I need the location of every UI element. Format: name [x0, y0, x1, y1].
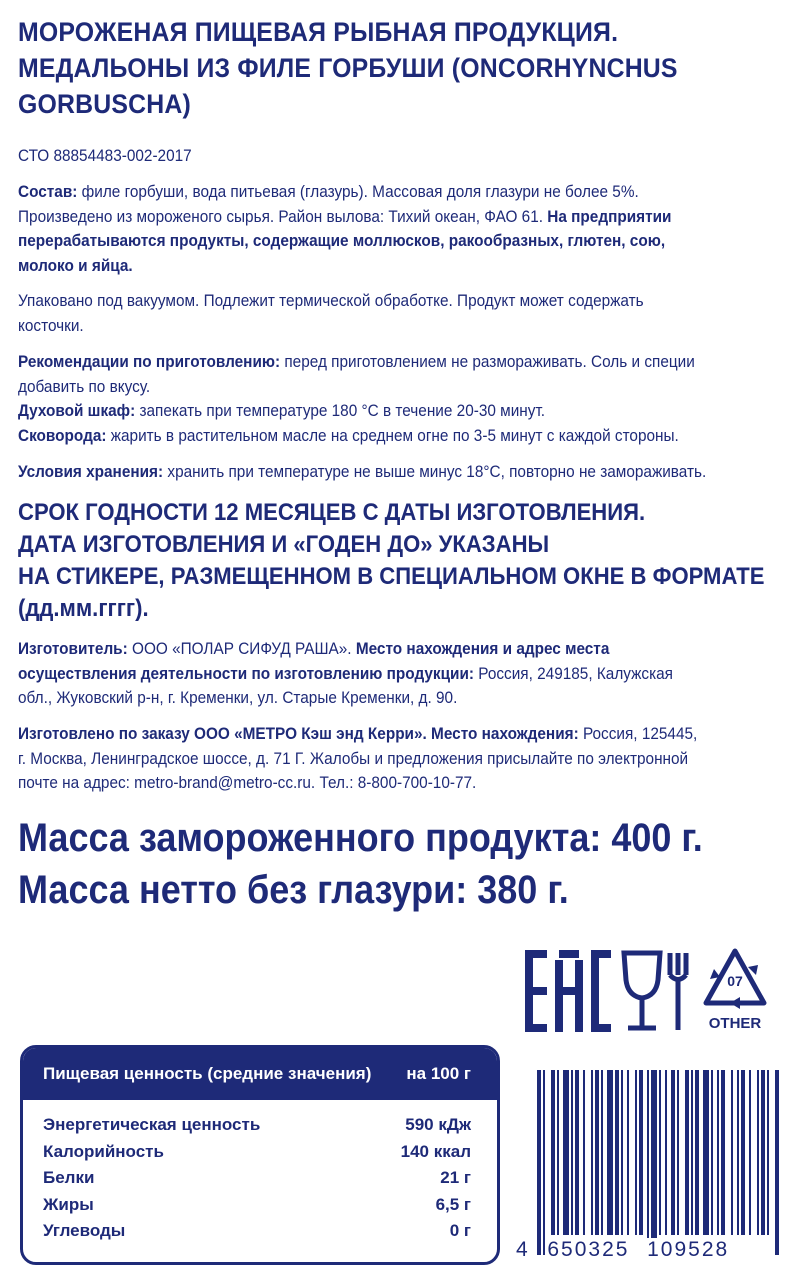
barcode-bar: [685, 1070, 689, 1235]
nutrition-row: Энергетическая ценность 590 кДж: [43, 1115, 471, 1134]
barcode-bar: [677, 1070, 679, 1235]
barcode-bar: [767, 1070, 769, 1235]
oven-label: Духовой шкаф:: [18, 402, 136, 420]
barcode-bar: [741, 1070, 745, 1235]
manufacturer-block: Изготовитель: ООО «ПОЛАР СИФУД РАША». Место нахождения и адрес места осуществления деятельности по изготовлению продукции: Россия, 249185, Калужская обл., Жуковский р-н, г. Кременки, ул. Старые Кременки, д. 90.: [18, 640, 673, 707]
barcode-bar: [595, 1070, 599, 1235]
barcode-bar: [615, 1070, 619, 1235]
mass-block: [18, 812, 787, 916]
barcode-bar: [695, 1070, 699, 1235]
barcode-bar: [621, 1070, 623, 1235]
barcode-bar: [537, 1070, 541, 1255]
barcode-group-2: 109528: [647, 1238, 730, 1261]
cooking-label: Рекомендации по приготовлению:: [18, 353, 281, 371]
pan-label: Сковорода:: [18, 426, 107, 445]
shelf-life-block: СРОК ГОДНОСТИ 12 МЕСЯЦЕВ С ДАТЫ ИЗГОТОВЛЕНИЯ. ДАТА ИЗГОТОВЛЕНИЯ И «ГОДЕН ДО» УКАЗАНЫ НА СТИКЕРЕ, РАЗМЕЩЕННОМ В СПЕЦИАЛЬНОМ ОКНЕ В ФОРМАТЕ (дд.мм.гггг).: [18, 499, 765, 622]
barcode-first-digit: 4: [516, 1238, 530, 1261]
nutrition-row: Белки 21 г: [43, 1168, 471, 1187]
barcode-bar: [703, 1070, 709, 1235]
barcode-bar: [717, 1070, 719, 1235]
manufacturer-label: Изготовитель:: [18, 640, 128, 658]
nutrition-row: Углеводы 0 г: [43, 1221, 471, 1240]
recycle-mark: [700, 945, 770, 1035]
barcode-bar: [543, 1070, 545, 1255]
nutrition-header-label: Пищевая ценность (средние значения): [43, 1064, 372, 1083]
barcode-bar: [659, 1070, 661, 1235]
barcode-bar: [647, 1070, 649, 1255]
barcode-bar: [571, 1070, 573, 1235]
nutrition-header-per: на 100 г: [406, 1064, 471, 1083]
recycle-code: 07: [727, 973, 743, 989]
nutrition-header: [23, 1048, 497, 1100]
nutrition-table: [20, 1045, 500, 1265]
product-title: [18, 14, 778, 122]
composition-block: Состав: филе горбуши, вода питьевая (глазурь). Массовая доля глазури не более 5%. Произведено из мороженого сырья. Район вылова: Тихий океан, ФАО 61. На предприятии перерабатываются продукты, содержащие моллюсков, ракообразных, глютен, сою, молоко и яйца.: [18, 183, 672, 275]
barcode-bar: [601, 1070, 603, 1235]
barcode-bar: [651, 1070, 657, 1255]
barcode-bar: [557, 1070, 559, 1235]
title-line: МОРОЖЕНАЯ ПИЩЕВАЯ РЫБНАЯ ПРОДУКЦИЯ.: [18, 17, 619, 47]
barcode-number: [515, 1238, 780, 1262]
title-line: GORBUSCHA): [18, 89, 191, 119]
storage-block: Условия хранения: хранить при температуре не выше минус 18°С, повторно не замораживать.: [18, 463, 707, 481]
barcode-bar: [607, 1070, 613, 1235]
packaging-block: Упаковано под вакуумом. Подлежит термической обработке. Продукт может содержать косточки.: [18, 292, 644, 335]
eac-mark-icon: [525, 950, 611, 1032]
storage-label: Условия хранения:: [18, 463, 164, 481]
barcode-bar: [665, 1070, 667, 1235]
barcode-group-1: 650325: [547, 1238, 630, 1261]
barcode-bar: [551, 1070, 555, 1235]
food-contact-icon: [620, 950, 690, 1032]
cooking-block: Рекомендации по приготовлению: перед приготовлением не размораживать. Соль и специи добавить по вкусу. Духовой шкаф: запекать при температуре 180 °С в течение 20-30 минут. Сковорода: жарить в растительном масле на среднем огне по 3-5 минут с каждой стороны.: [18, 353, 695, 445]
nutrition-row: Жиры 6,5 г: [43, 1194, 471, 1214]
barcode-bar: [639, 1070, 643, 1235]
mass-net: Масса нетто без глазури: 380 г.: [18, 868, 569, 912]
nutrition-row: Калорийность 140 ккал: [43, 1141, 471, 1161]
recycle-label: OTHER: [708, 1015, 762, 1032]
mass-frozen: Масса замороженного продукта: 400 г.: [18, 816, 703, 860]
barcode-bar: [563, 1070, 569, 1235]
barcode-bar: [775, 1070, 779, 1255]
barcode-bar: [635, 1070, 637, 1235]
ordered-by-block: Изготовлено по заказу ООО «МЕТРО Кэш энд Керри». Место нахождения: Россия, 125445, г. Москва, Ленинградское шоссе, д. 71 Г. Жалобы и предложения присылайте по электронной почте на адрес: metro-brand@metro-cc.ru. Тел.: 8-800-700-10-77.: [18, 725, 698, 792]
barcode-bar: [731, 1070, 733, 1235]
barcode-bar: [575, 1070, 579, 1235]
barcode-bar: [721, 1070, 725, 1235]
barcode-bar: [627, 1070, 629, 1235]
title-line: МЕДАЛЬОНЫ ИЗ ФИЛЕ ГОРБУШИ (ONCORHYNCHUS: [18, 53, 678, 83]
barcode-bar: [691, 1070, 693, 1235]
barcode-bar: [583, 1070, 585, 1235]
barcode-bar: [757, 1070, 759, 1235]
barcode-bar: [711, 1070, 713, 1235]
barcode-bar: [749, 1070, 751, 1235]
standard-code: СТО 88854483-002-2017: [18, 147, 192, 165]
barcode-bar: [591, 1070, 593, 1235]
composition-label: Состав:: [18, 183, 78, 201]
barcode-bar: [737, 1070, 739, 1235]
barcode-bar: [761, 1070, 765, 1235]
barcode-bar: [671, 1070, 675, 1235]
